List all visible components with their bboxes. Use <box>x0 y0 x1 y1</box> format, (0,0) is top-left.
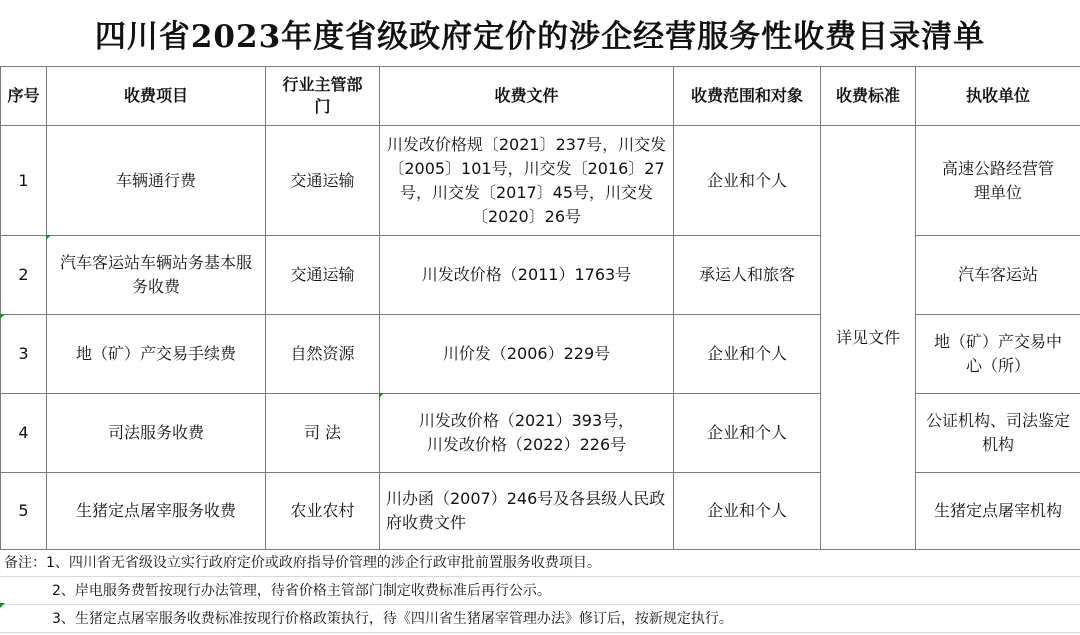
note-3: 3、生猪定点屠宰服务收费标准按现行价格政策执行，待《四川省生猪屠宰管理办法》修订后，按新规定执行。 <box>0 605 1080 633</box>
table-row <box>1 126 1080 236</box>
page-title: 四川省2023年度省级政府定价的涉企经营服务性收费目录清单 <box>94 18 986 55</box>
row-item: 生猪定点屠宰服务收费 <box>47 473 266 550</box>
cell-comment-marker <box>46 235 51 240</box>
row-item: 地（矿）产交易手续费 <box>47 315 266 394</box>
row-unit: 汽车客运站 <box>916 236 1080 315</box>
row-no: 5 <box>1 473 47 550</box>
header-unit: 执收单位 <box>916 67 1080 126</box>
table-row <box>1 236 1080 315</box>
header-no: 序号 <box>1 67 47 126</box>
row-dept: 农业农村 <box>266 473 380 550</box>
row-dept: 交通运输 <box>266 126 380 236</box>
row-dept: 司 法 <box>266 394 380 473</box>
row-unit: 公证机构、司法鉴定机构 <box>916 394 1080 473</box>
table-header-row <box>1 67 1080 126</box>
table-row <box>1 394 1080 473</box>
row-scope: 企业和个人 <box>674 473 821 550</box>
row-dept: 自然资源 <box>266 315 380 394</box>
row-scope: 企业和个人 <box>674 315 821 394</box>
fee-table <box>0 66 1080 550</box>
row-unit: 高速公路经营管理单位 <box>916 126 1080 236</box>
row-unit: 生猪定点屠宰机构 <box>916 473 1080 550</box>
row-item: 汽车客运站车辆站务基本服务收费 <box>47 236 266 315</box>
note-1: 备注：1、四川省无省级设立实行政府定价或政府指导价管理的涉企行政审批前置服务收费项目。 <box>0 549 1080 577</box>
header-scope: 收费范围和对象 <box>674 67 821 126</box>
row-no: 4 <box>1 394 47 473</box>
row-doc: 川办函（2007）246号及各县级人民政府收费文件 <box>380 473 674 550</box>
row-item: 司法服务收费 <box>47 394 266 473</box>
row-scope: 企业和个人 <box>674 126 821 236</box>
header-standard: 收费标准 <box>821 67 916 126</box>
cell-comment-marker <box>0 314 5 319</box>
row-no: 1 <box>1 126 47 236</box>
cell-comment-marker <box>379 393 384 398</box>
row-doc: 川发改价格（2021）393号，川发改价格（2022）226号 <box>380 394 674 473</box>
row-no: 3 <box>1 315 47 394</box>
row-scope: 承运人和旅客 <box>674 236 821 315</box>
header-dept: 行业主管部门 <box>266 67 380 126</box>
table-row <box>1 315 1080 394</box>
cell-comment-marker <box>0 603 5 608</box>
row-scope: 企业和个人 <box>674 394 821 473</box>
row-dept: 交通运输 <box>266 236 380 315</box>
row-item: 车辆通行费 <box>47 126 266 236</box>
header-item: 收费项目 <box>47 67 266 126</box>
table-row <box>1 473 1080 550</box>
notes-section <box>0 549 1080 633</box>
standard-merged-cell: 详见文件 <box>821 126 916 550</box>
row-doc: 川价发（2006）229号 <box>380 315 674 394</box>
row-doc: 川发改价格（2011）1763号 <box>380 236 674 315</box>
row-no: 2 <box>1 236 47 315</box>
row-doc: 川发改价格规〔2021〕237号，川交发〔2005〕101号，川交发〔2016〕27号，川交发〔2017〕45号，川交发〔2020〕26号 <box>380 126 674 236</box>
note-2: 2、岸电服务费暂按现行办法管理，待省价格主管部门制定收费标准后再行公示。 <box>0 577 1080 605</box>
row-unit: 地（矿）产交易中心（所） <box>916 315 1080 394</box>
header-doc: 收费文件 <box>380 67 674 126</box>
